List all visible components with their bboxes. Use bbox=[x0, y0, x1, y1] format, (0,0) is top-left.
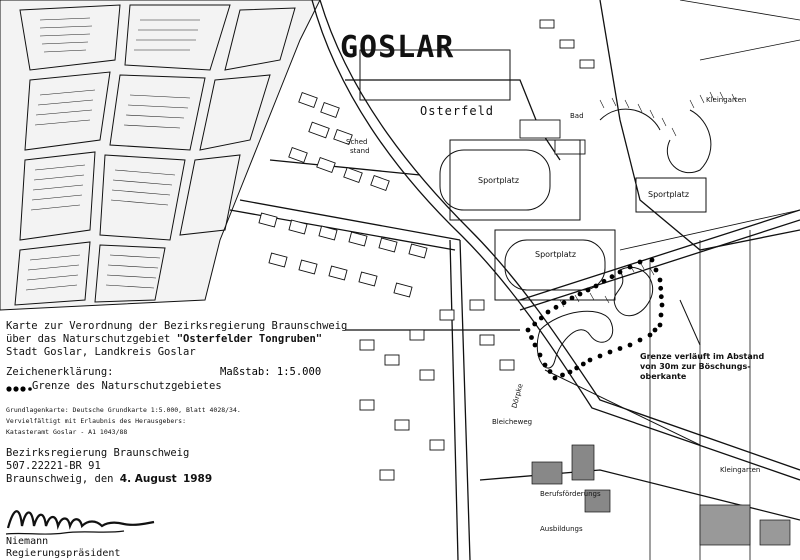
reserve-boundary-dot bbox=[610, 274, 615, 279]
bath-label: Bad bbox=[570, 112, 584, 120]
reserve-boundary-dot bbox=[659, 313, 664, 318]
reserve-boundary-dot bbox=[560, 373, 565, 378]
reserve-boundary-dot bbox=[638, 260, 643, 265]
legend-title-line1: Karte zur Verordnung der Bezirksregierung Braunschweig bbox=[6, 320, 348, 332]
reserve-boundary-dot bbox=[529, 335, 534, 340]
allotment-label-2: Kleingarten bbox=[720, 466, 761, 474]
reserve-boundary-dot bbox=[594, 284, 599, 289]
street-label-bleicheweg: Bleicheweg bbox=[492, 418, 533, 426]
reserve-boundary-dot bbox=[618, 346, 623, 351]
reserve-boundary-dot bbox=[581, 362, 586, 367]
reserve-boundary-dot bbox=[628, 343, 633, 348]
reserve-boundary-dot bbox=[618, 270, 623, 275]
reserve-boundary-dot bbox=[650, 258, 655, 263]
place-prefix: Braunschweig, den bbox=[6, 473, 120, 485]
reserve-boundary-dot bbox=[602, 279, 607, 284]
reserve-boundary-dot bbox=[598, 354, 603, 359]
legend-panel bbox=[0, 312, 348, 560]
boundary-legend-label: Grenze des Naturschutzgebietes bbox=[32, 380, 222, 392]
legend-heading: Zeichenerklärung: bbox=[6, 366, 114, 378]
sports-fields bbox=[360, 50, 706, 300]
reserve-boundary-dot bbox=[608, 350, 613, 355]
training-label-1: Berufsförderungs bbox=[540, 490, 601, 498]
map-scale: Maßstab: 1:5.000 bbox=[220, 366, 322, 378]
signer-role: Regierungspräsident bbox=[6, 548, 121, 559]
reserve-boundary-dot bbox=[658, 323, 663, 328]
reserve-boundary-dot bbox=[586, 288, 591, 293]
street-label-doerpke: Dörpke bbox=[510, 382, 525, 410]
reserve-boundary-dot bbox=[653, 328, 658, 333]
basis-line3: Katasteramt Goslar - A1 1043/88 bbox=[6, 428, 128, 436]
issuing-authority: Bezirksregierung Braunschweig bbox=[6, 447, 190, 459]
reserve-boundary-dot bbox=[588, 358, 593, 363]
reserve-boundary-dot bbox=[658, 286, 663, 291]
reserve-boundary-dot bbox=[574, 366, 579, 371]
basis-line1: Grundlagenkarte: Deutsche Grundkarte 1:5.000, Blatt 4028/34. bbox=[6, 406, 241, 414]
reserve-boundary-dot bbox=[638, 338, 643, 343]
city-label: GOSLAR bbox=[340, 30, 455, 65]
reserve-boundary-dot bbox=[660, 303, 665, 308]
allotment-label-1: Kleingarten bbox=[706, 96, 747, 104]
place-and-date bbox=[6, 473, 212, 485]
sportplatz-label-3: Sportplatz bbox=[535, 250, 577, 259]
reserve-boundary-dot bbox=[538, 353, 543, 358]
reserve-boundary-dot bbox=[532, 322, 537, 327]
area-label: Osterfeld bbox=[420, 104, 495, 118]
street-label-stand: stand bbox=[350, 147, 370, 155]
legend-title-prefix: über das Naturschutzgebiet bbox=[6, 333, 177, 345]
file-reference: 507.22221-BR 91 bbox=[6, 460, 101, 472]
reserve-boundary-dot bbox=[568, 370, 573, 375]
reserve-boundary-dot bbox=[648, 333, 653, 338]
reserve-boundary-dot bbox=[654, 268, 659, 273]
slope-marks bbox=[560, 92, 736, 307]
signer-name: Niemann bbox=[6, 536, 49, 547]
reserve-boundary-dot bbox=[570, 296, 575, 301]
field-lines bbox=[620, 0, 800, 560]
reserve-boundary-dot bbox=[548, 369, 553, 374]
legend-title-line2 bbox=[6, 333, 322, 345]
reserve-boundary-dot bbox=[562, 300, 567, 305]
reserve-boundary-dot bbox=[553, 376, 558, 381]
date-day-month: 4. August bbox=[119, 473, 177, 485]
signature bbox=[4, 500, 164, 540]
legend-title-line3: Stadt Goslar, Landkreis Goslar bbox=[6, 346, 196, 358]
reserve-boundary-dot bbox=[554, 305, 559, 310]
reserve-boundary-dot bbox=[533, 343, 538, 348]
date-year: 1989 bbox=[182, 473, 213, 485]
reserve-boundary-dot bbox=[546, 310, 551, 315]
boundary-symbol bbox=[6, 385, 32, 393]
training-label-2: Ausbildungs bbox=[540, 525, 583, 533]
reserve-name: "Osterfelder Tongruben" bbox=[176, 333, 323, 345]
street-label-sched: Sched bbox=[346, 138, 368, 146]
reserve-boundary-dot bbox=[526, 328, 531, 333]
basis-line2: Vervielfältigt mit Erlaubnis des Herausgebers: bbox=[6, 417, 187, 425]
reserve-boundary-dot bbox=[578, 292, 583, 297]
reserve-boundary-dot bbox=[628, 265, 633, 270]
reserve-boundary-dot bbox=[658, 278, 663, 283]
reserve-boundary-dot bbox=[543, 363, 548, 368]
reserve-boundary-dot bbox=[659, 294, 664, 299]
reserve-boundary-dot bbox=[539, 316, 544, 321]
boundary-note: Grenze verläuft im Abstand von 30m zur Böschungs-oberkante bbox=[640, 352, 765, 381]
sportplatz-label-2: Sportplatz bbox=[648, 190, 690, 199]
sportplatz-label-1: Sportplatz bbox=[478, 176, 520, 185]
